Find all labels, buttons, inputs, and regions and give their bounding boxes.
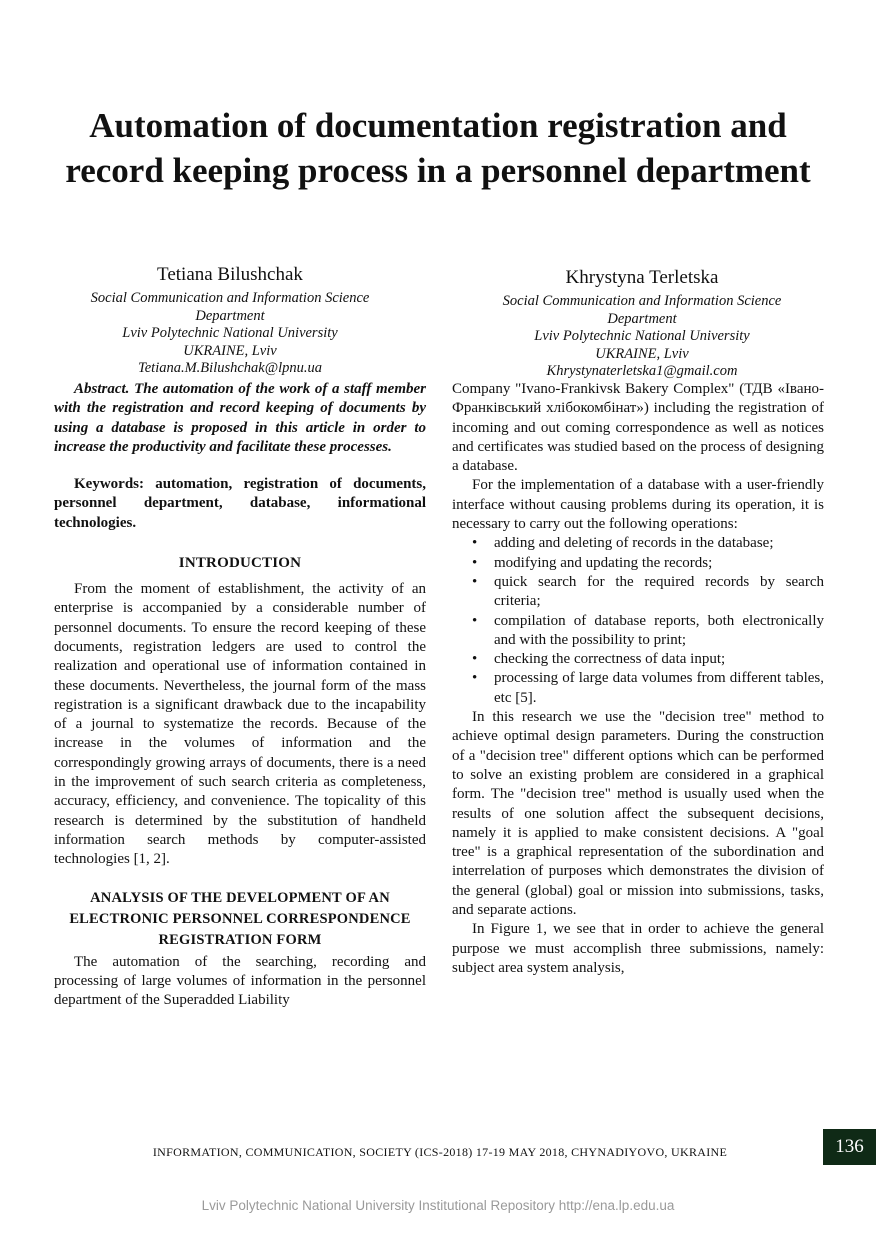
section-heading-introduction: INTRODUCTION bbox=[178, 555, 302, 572]
abstract: Abstract. The automation of the work of a staff member with the registration and record keeping of documents by using a database is proposed in this article in order to increase the productivity and facilitate these processes. bbox=[54, 381, 426, 455]
author-country: UKRAINE, Lviv bbox=[183, 342, 277, 359]
author-affiliation: Social Communication and Information Science bbox=[502, 293, 782, 309]
decision-tree-paragraph: In this research we use the "decision tree" method to achieve optimal design parameters. During the construction of a "decision tree" different options which can be performed to solve an existing problem are considered in a graphical form. The "decision tree" method is usually used when the results of one solution affect the subsequent decisions, namely it is applied to make consistent decisions. A "goal tree" is a graphical representation of the subordination and interrelation of purposes which demonstrates the division of the general (global) goal or mission into submissions, tasks, and separate actions. bbox=[452, 709, 824, 919]
list-item: • compilation of database reports, both electronically and with the possibility to print; bbox=[472, 612, 824, 648]
author-country: UKRAINE, Lviv bbox=[595, 345, 689, 362]
author-email: Tetiana.M.Bilushchak@lpnu.ua bbox=[138, 360, 322, 376]
author-name: Tetiana Bilushchak bbox=[157, 264, 303, 285]
right-column bbox=[452, 380, 824, 978]
paper-title: Automation of documentation registration and record keeping process in a personnel department bbox=[65, 106, 811, 191]
author-email: Khrystynaterletska1@gmail.com bbox=[546, 363, 738, 379]
list-item: • adding and deleting of records in the database; bbox=[472, 534, 824, 553]
author-block-1 bbox=[20, 262, 440, 378]
introduction-paragraph: From the moment of establishment, the activity of an enterprise is accompanied by a considerable number of personnel documents. To ensure the record keeping of these documents, registration ledgers are used to control the realization and operational use of information contained in these documents. Nevertheless, the journal form of the mass registration is a significant drawback due to the incapability of a journal to systematize the records. Because of the increase in the volumes of information and the correspondingly growing arrays of documents, there is a need in the improvement of such search criteria as completeness, accuracy, efficiency, and convenience. The topicality of this research is determined by the substitution of handheld information search methods by computer-assisted technologies [1, 2]. bbox=[54, 581, 426, 868]
bullet-icon: • bbox=[472, 573, 478, 590]
list-item: • processing of large data volumes from different tables, etc [5]. bbox=[472, 670, 824, 706]
page-number-badge: 136 bbox=[823, 1129, 876, 1165]
author-name: Khrystyna Terletska bbox=[565, 267, 719, 288]
list-item: • quick search for the required records by search criteria; bbox=[472, 573, 824, 610]
left-column bbox=[54, 380, 426, 1010]
list-item: • modifying and updating the records; bbox=[472, 554, 824, 573]
analysis-paragraph: The automation of the searching, recording and processing of large volumes of information in the personnel department of the Superadded Liability bbox=[54, 953, 426, 1009]
author-affiliation: Social Communication and Information Science bbox=[90, 290, 370, 306]
author-block-2 bbox=[432, 265, 852, 381]
bullet-icon: • bbox=[472, 535, 478, 552]
bullet-icon: • bbox=[472, 670, 478, 687]
continued-paragraph: Company "Ivano-Frankivsk Bakery Complex" (ТДВ «Івано-Франківський хлібокомбінат») including the registration of incoming and out coming correspondence as well as notices and certificates was studied based on the process of designing a database. bbox=[452, 381, 824, 475]
author-university: Lviv Polytechnic National University bbox=[534, 328, 750, 344]
keywords: Keywords: automation, registration of documents, personnel department, database, informational technologies. bbox=[54, 476, 426, 531]
operations-intro-paragraph: For the implementation of a database with a user-friendly interface without causing problems during its operation, it is necessary to carry out the following operations: bbox=[452, 477, 824, 533]
repository-footer: Lviv Polytechnic National University Institutional Repository http://ena.lp.edu.ua bbox=[201, 1198, 675, 1213]
bullet-icon: • bbox=[472, 612, 478, 629]
list-item: • checking the correctness of data input; bbox=[472, 650, 824, 669]
operations-list bbox=[452, 534, 824, 708]
figure-paragraph: In Figure 1, we see that in order to achieve the general purpose we must accomplish three submissions, namely: subject area system analysis, bbox=[452, 921, 824, 976]
author-university: Lviv Polytechnic National University bbox=[122, 325, 338, 341]
bullet-icon: • bbox=[472, 554, 478, 571]
section-heading-analysis: ANALYSIS OF THE DEVELOPMENT OF AN ELECTRONIC PERSONNEL CORRESPONDENCE REGISTRATION FORM bbox=[69, 889, 411, 948]
author-affiliation: Department bbox=[607, 310, 677, 327]
author-affiliation: Department bbox=[195, 307, 265, 324]
footer-conference: INFORMATION, COMMUNICATION, SOCIETY (ICS-2018) 17-19 MAY 2018, CHYNADIYOVO, UKRAINE bbox=[152, 1145, 728, 1159]
bullet-icon: • bbox=[472, 651, 478, 668]
